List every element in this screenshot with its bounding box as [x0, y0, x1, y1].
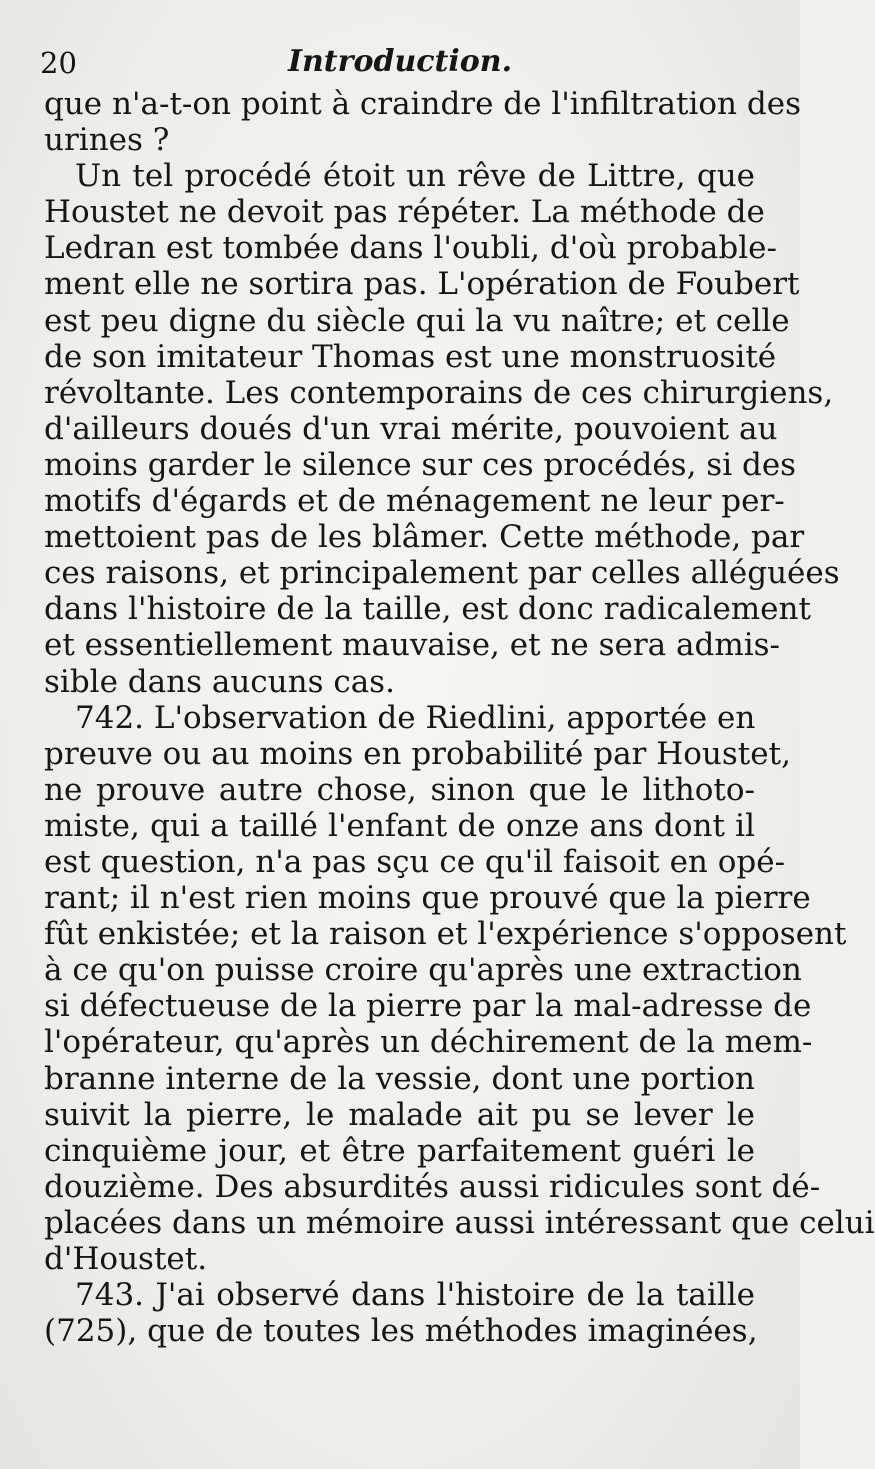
text-line: Houstet ne devoit pas répéter. La méthode de: [44, 194, 765, 231]
text-line: est question, n'a pas sçu ce qu'il faisoit en opé-: [44, 843, 786, 880]
text-line: ces raisons, et principalement par celles alléguées: [44, 555, 840, 592]
text-line: si défectueuse de la pierre par la mal-adresse de: [44, 988, 812, 1025]
text-line: d'ailleurs doués d'un vrai mérite, pouvoient au: [44, 410, 778, 447]
text-line: ment elle ne sortira pas. L'opération de Foubert: [44, 266, 800, 303]
text-line: douzième. Des absurdités aussi ridicules sont dé-: [44, 1168, 821, 1205]
text-line: de son imitateur Thomas est une monstruosité: [44, 338, 777, 375]
text-line: 742. L'observation de Riedlini, apportée en: [44, 699, 756, 736]
body-text: [44, 86, 875, 1350]
text-line: cinquième jour, et être parfaitement guéri le: [44, 1132, 755, 1169]
text-line: motifs d'égards et de ménagement ne leur per-: [44, 483, 785, 520]
text-line: moins garder le silence sur ces procédés, si des: [44, 446, 797, 483]
text-line: suivit la pierre, le malade ait pu se lever le: [44, 1096, 755, 1133]
running-title: Introduction.: [287, 44, 513, 79]
text-line: rant; il n'est rien moins que prouvé que la pierre: [44, 880, 811, 917]
page-number: 20: [40, 46, 77, 80]
text-line: ne prouve autre chose, sinon que le lithoto-: [44, 771, 755, 808]
text-line: Un tel procédé étoit un rêve de Littre, que: [44, 158, 755, 195]
text-line: révoltante. Les contemporains de ces chirurgiens,: [44, 374, 834, 411]
text-line: d'Houstet.: [44, 1241, 208, 1277]
text-line: 743. J'ai observé dans l'histoire de la taille: [44, 1277, 755, 1314]
text-line: dans l'histoire de la taille, est donc radicalement: [44, 591, 811, 628]
text-line: est peu digne du siècle qui la vu naître; et celle: [44, 302, 790, 339]
text-line: et essentiellement mauvaise, et ne sera admis-: [44, 627, 781, 664]
text-line: preuve ou au moins en probabilité par Houstet,: [44, 735, 791, 772]
page-header: [40, 38, 760, 88]
text-line: fût enkistée; et la raison et l'expérience s'opposent: [44, 916, 847, 953]
text-line: mettoient pas de les blâmer. Cette méthode, par: [44, 519, 805, 556]
text-line: sible dans aucuns cas.: [44, 663, 395, 700]
text-line: Ledran est tombée dans l'oubli, d'où probable-: [44, 230, 777, 267]
text-line: à ce qu'on puisse croire qu'après une extraction: [44, 952, 802, 989]
text-line: l'opérateur, qu'après un déchirement de la mem-: [44, 1024, 813, 1061]
text-line: urines ?: [44, 122, 170, 159]
text-line: que n'a-t-on point à craindre de l'infiltration des: [44, 86, 801, 122]
text-line: miste, qui a taillé l'enfant de onze ans dont il: [44, 807, 755, 844]
text-line: (725), que de toutes les méthodes imaginées,: [44, 1313, 758, 1350]
text-line: placées dans un mémoire aussi intéressant que celui: [44, 1204, 875, 1241]
text-line: branne interne de la vessie, dont une portion: [44, 1060, 755, 1097]
